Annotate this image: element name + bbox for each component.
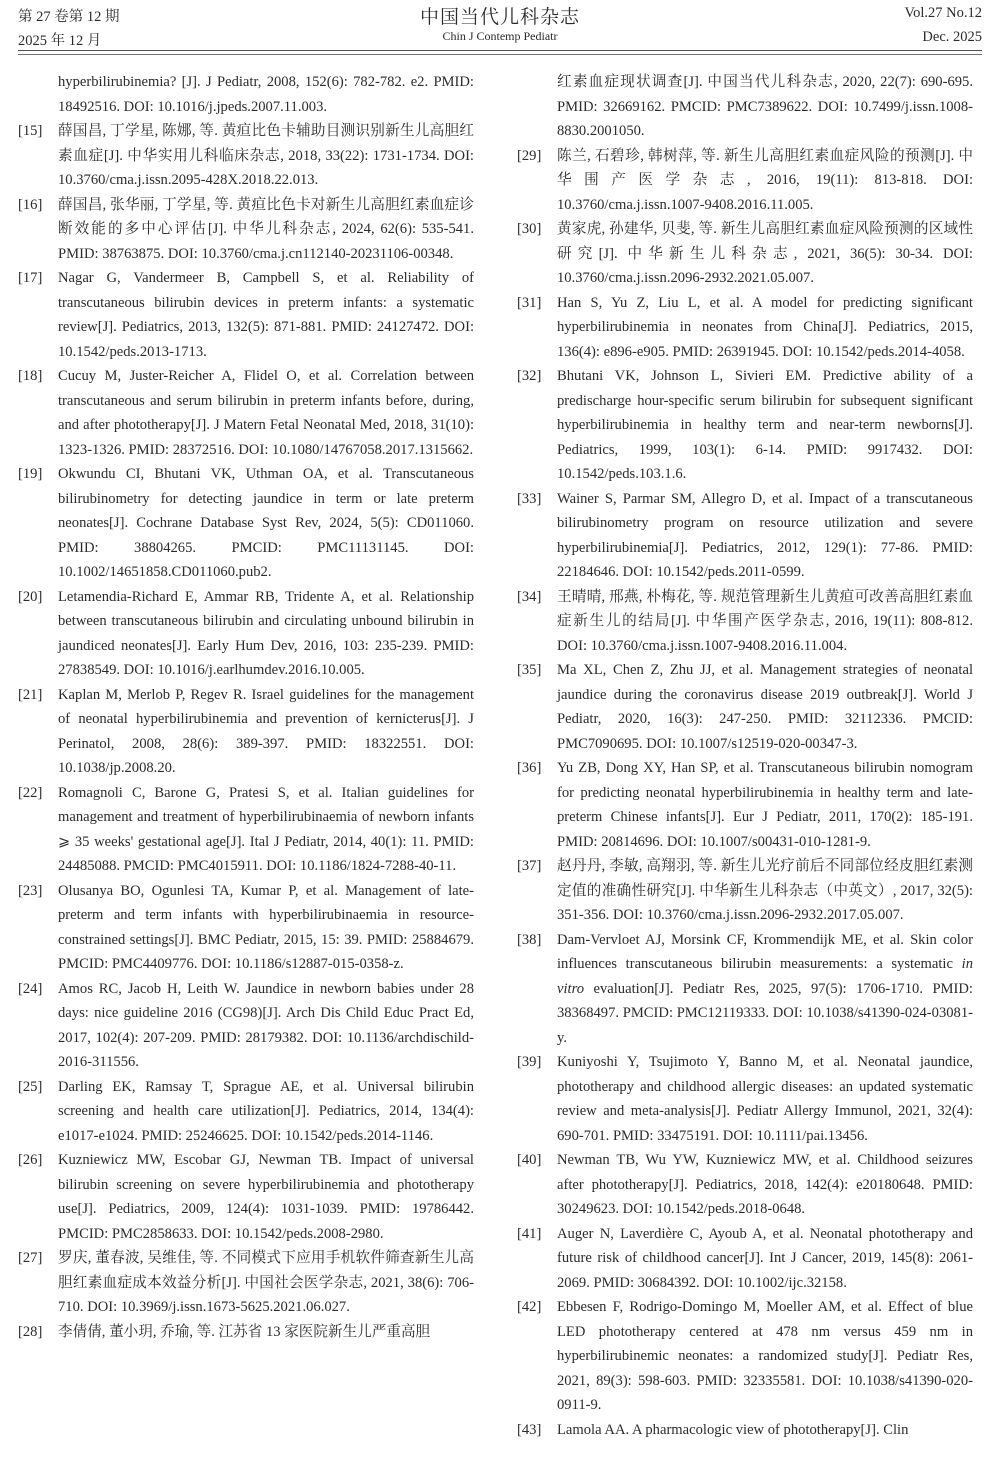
italic-term: in vitro [557, 956, 973, 997]
reference-item [517, 1295, 973, 1418]
reference-number: [42] [517, 1299, 542, 1315]
reference-item [517, 585, 973, 659]
reference-number: [30] [517, 221, 542, 237]
reference-number: [32] [517, 368, 542, 384]
reference-text: 李倩倩, 董小玥, 乔瑜, 等. 江苏省 13 家医院新生儿严重高胆 [58, 1323, 431, 1340]
reference-number: [19] [18, 466, 43, 482]
reference-number: [38] [517, 931, 542, 948]
reference-text: Han S, Yu Z, Liu L, et al. A model for predicting significant hyperbilirubinemia in neonates from China[J]. Pediatrics, 2015, 136(4): e896-e905. PMID: 26391945. DOI: 10.1542/peds.2014-4058. [557, 294, 973, 360]
reference-text: Olusanya BO, Ogunlesi TA, Kumar P, et al. Management of late-preterm and term infants with hyperbilirubinaemia in resource-constrained settings[J]. BMC Pediatr, 2015, 15: 39. PMID: 25884679. PMCID: PMC4409776. DOI: 10.1186/s12887-015-0358-z. [58, 882, 474, 972]
header-rule-top [18, 50, 982, 51]
reference-number: [39] [517, 1054, 542, 1070]
reference-item [18, 683, 474, 781]
reference-text: Bhutani VK, Johnson L, Sivieri EM. Predictive ability of a predischarge hour-specific serum bilirubin for subsequent significant hyperbilirubinemia in healthy term and near-term newborns[J]. Pediatrics, 1999, 103(1): 6-14. PMID: 9917432. DOI: 10.1542/peds.103.1.6. [557, 368, 973, 482]
reference-item [517, 1418, 973, 1443]
reference-column-right [517, 70, 973, 1442]
volume-issue-cn: 第 27 卷第 12 期 [18, 9, 120, 25]
reference-number: [22] [18, 784, 43, 801]
reference-text: Kuzniewicz MW, Escobar GJ, Newman TB. Impact of universal bilirubin screening on severe hyperbilirubinemia and phototherapy use[J]. Pediatrics, 2009, 124(4): 1031-1039. PMID: 19786442. PMCID: PMC2858633. DOI: 10.1542/peds.2008-2980. [58, 1152, 474, 1242]
reference-number: [34] [517, 588, 542, 605]
reference-item [18, 1148, 474, 1246]
volume-issue-en: Vol.27 No.12 [904, 5, 982, 21]
reference-number: [37] [517, 858, 542, 874]
reference-number: [29] [517, 147, 542, 164]
reference-item [18, 193, 474, 267]
reference-item [517, 854, 973, 928]
reference-item [517, 144, 973, 218]
reference-item [18, 1075, 474, 1149]
reference-number: [27] [18, 1250, 43, 1266]
reference-text: Letamendia-Richard E, Ammar RB, Tridente A, et al. Relationship between transcutaneous bilirubin and circulating unbound bilirubin in jaundiced neonates[J]. Early Hum Dev, 2016, 103: 235-239. PMID: 27838549. DOI: 10.1016/j.earlhumdev.2016.10.005. [58, 588, 474, 678]
reference-text: Kaplan M, Merlob P, Regev R. Israel guidelines for the management of neonatal hyperbilirubinemia and prevention of kernicterus[J]. J Perinatol, 2008, 28(6): 389-397. PMID: 18322551. DOI: 10.1038/jp.2008.20. [58, 686, 474, 776]
reference-number: [35] [517, 662, 542, 678]
reference-text: Nagar G, Vandermeer B, Campbell S, et al. Reliability of transcutaneous bilirubin devices in preterm infants: a systematic review[J]. Pediatrics, 2013, 132(5): 871-881. PMID: 24127472. DOI: 10.1542/peds.2013-1713. [58, 270, 474, 360]
reference-item [18, 266, 474, 364]
reference-text: Okwundu CI, Bhutani VK, Uthman OA, et al. Transcutaneous bilirubinometry for detecting jaundice in term or late preterm neonates[J]. Cochrane Database Syst Rev, 2024, 5(5): CD011060. PMID: 38804265. PMCID: PMC11131145. DOI: 10.1002/14651858.CD011060.pub2. [58, 466, 474, 580]
reference-number: [24] [18, 980, 43, 997]
reference-text: 王晴晴, 邢燕, 朴梅花, 等. 规范管理新生儿黄疸可改善高胆红素血症新生儿的结局[J]. 中华围产医学杂志, 2016, 19(11): 808-812. DOI: 10.3760/cma.j.issn.1007-9408.2016.11.004. [557, 588, 973, 654]
reference-text: Yu ZB, Dong XY, Han SP, et al. Transcutaneous bilirubin nomogram for predicting neonatal hyperbilirubinemia in healthy term and late-preterm Chinese infants[J]. Eur J Pediatr, 2011, 170(2): 185-191. PMID: 20814696. DOI: 10.1007/s00431-010-1281-9. [557, 760, 973, 850]
journal-title-cn: 中国当代儿科杂志 [419, 7, 580, 28]
reference-text: 黄家虎, 孙建华, 贝斐, 等. 新生儿高胆红素血症风险预测的区域性研究[J]. 中华新生儿科杂志, 2021, 36(5): 30-34. DOI: 10.3760/cma.j.issn.2096-2932.2021.05.007. [557, 221, 973, 286]
reference-item [517, 364, 973, 487]
reference-text: Cucuy M, Juster-Reicher A, Flidel O, et al. Correlation between transcutaneous and serum bilirubin in preterm infants before, during, and after phototherapy[J]. J Matern Fetal Neonatal Med, 2018, 31(10): 1323-1326. PMID: 28372516. DOI: 10.1080/14767058.2017.1315662. [58, 368, 474, 458]
reference-number: [43] [517, 1421, 542, 1438]
reference-item [517, 1222, 973, 1296]
reference-item [18, 1320, 474, 1345]
reference-number: [18] [18, 368, 43, 384]
reference-number: [16] [18, 196, 43, 213]
reference-text: Lamola AA. A pharmacologic view of phototherapy[J]. Clin [557, 1421, 909, 1438]
reference-item [18, 977, 474, 1075]
reference-item [18, 1246, 474, 1320]
reference-item [18, 119, 474, 193]
reference-item [517, 487, 973, 585]
date-cn: 2025 年 12 月 [18, 33, 102, 49]
reference-number: [26] [18, 1152, 43, 1168]
reference-item [18, 781, 474, 879]
reference-number: [20] [18, 588, 43, 605]
reference-number: [17] [18, 270, 43, 286]
reference-item [517, 217, 973, 291]
reference-text: Ebbesen F, Rodrigo-Domingo M, Moeller AM, et al. Effect of blue LED phototherapy centered at 478 nm versus 459 nm in hyperbilirubinemic neonates: a randomized study[J]. Pediatr Res, 2021, 89(3): 598-603. PMID: 32335581. DOI: 10.1038/s41390-020-0911-9. [557, 1299, 973, 1413]
reference-item [517, 928, 973, 1051]
reference-number: [31] [517, 294, 542, 311]
reference-column-left [18, 70, 474, 1344]
reference-text: Kuniyoshi Y, Tsujimoto Y, Banno M, et al. Neonatal jaundice, phototherapy and childhood allergic diseases: an updated systematic review and meta-analysis[J]. Pediatr Allergy Immunol, 2021, 32(4): 690-701. PMID: 33475191. DOI: 10.1111/pai.13456. [557, 1054, 973, 1144]
reference-item [517, 1050, 973, 1148]
reference-number: [28] [18, 1323, 43, 1340]
reference-text: 赵丹丹, 李敏, 高翔羽, 等. 新生儿光疗前后不同部位经皮胆红素测定值的准确性研究[J]. 中华新生儿科杂志（中英文）, 2017, 32(5): 351-356. DOI: 10.3760/cma.j.issn.2096-2932.2017.05.007. [557, 858, 973, 923]
reference-text: Newman TB, Wu YW, Kuzniewicz MW, et al. Childhood seizures after phototherapy[J]. Pediatrics, 2018, 142(4): e20180648. PMID: 30249623. DOI: 10.1542/peds.2018-0648. [557, 1152, 973, 1217]
reference-text: Auger N, Laverdière C, Ayoub A, et al. Neonatal phototherapy and future risk of childhood cancer[J]. Int J Cancer, 2019, 145(8): 2061-2069. PMID: 30684392. DOI: 10.1002/ijc.32158. [557, 1225, 973, 1291]
reference-text: 罗庆, 董春波, 吴维佳, 等. 不同模式下应用手机软件筛查新生儿高胆红素血症成本效益分析[J]. 中国社会医学杂志, 2021, 38(6): 706-710. DOI: 10.3969/j.issn.1673-5625.2021.06.027. [58, 1250, 474, 1315]
reference-text: Amos RC, Jacob H, Leith W. Jaundice in newborn babies under 28 days: nice guideline 2016 (CG98)[J]. Arch Dis Child Educ Pract Ed, 2017, 102(4): 207-209. PMID: 28179382. DOI: 10.1136/archdischild-2016-311556. [58, 980, 474, 1070]
reference-item [18, 879, 474, 977]
reference-continuation: 红素血症现状调查[J]. 中国当代儿科杂志, 2020, 22(7): 690-695. PMID: 32669162. PMCID: PMC7389622. DOI: 10.7499/j.issn.1008-8830.2001050. [557, 74, 973, 139]
reference-text: Wainer S, Parmar SM, Allegro D, et al. Impact of a transcutaneous bilirubinometry program on resource utilization and severe hyperbilirubinemia[J]. Pediatrics, 2012, 129(1): 77-86. PMID: 22184646. DOI: 10.1542/peds.2011-0599. [557, 490, 973, 580]
reference-item [18, 462, 474, 585]
header-rule-bottom [18, 54, 982, 55]
reference-text: 陈兰, 石碧珍, 韩树萍, 等. 新生儿高胆红素血症风险的预测[J]. 中华围产医学杂志, 2016, 19(11): 813-818. DOI: 10.3760/cma.j.issn.1007-9408.2016.11.005. [557, 147, 973, 213]
reference-number: [41] [517, 1225, 542, 1242]
page-header [18, 0, 982, 52]
reference-item [18, 585, 474, 683]
date-en: Dec. 2025 [922, 29, 982, 45]
reference-number: [36] [517, 760, 542, 776]
reference-item [517, 1148, 973, 1222]
reference-number: [23] [18, 882, 43, 899]
reference-text: Ma XL, Chen Z, Zhu JJ, et al. Management strategies of neonatal jaundice during the coronavirus disease 2019 outbreak[J]. World J Pediatr, 2020, 16(3): 247-250. PMID: 32112336. PMCID: PMC7090695. DOI: 10.1007/s12519-020-00347-3. [557, 662, 973, 752]
reference-item [517, 291, 973, 365]
reference-text: Romagnoli C, Barone G, Pratesi S, et al. Italian guidelines for management and treatment of hyperbilirubinaemia of newborn infants ⩾ 35 weeks' gestational age[J]. Ital J Pediatr, 2014, 40(1): 11. PMID: 24485088. PMCID: PMC4015911. DOI: 10.1186/1824-7288-40-11. [58, 784, 474, 874]
reference-text: Darling EK, Ramsay T, Sprague AE, et al. Universal bilirubin screening and health care utilization[J]. Pediatrics, 2014, 134(4): e1017-e1024. PMID: 25246625. DOI: 10.1542/peds.2014-1146. [58, 1078, 474, 1144]
reference-number: [15] [18, 123, 43, 139]
reference-number: [25] [18, 1078, 43, 1095]
reference-text: Dam-Vervloet AJ, Morsink CF, Krommendijk ME, et al. Skin color influences transcutaneous bilirubin measurements: a systematic in vitro evaluation[J]. Pediatr Res, 2025, 97(5): 1706-1710. PMID: 38368497. PMCID: PMC12119333. DOI: 10.1038/s41390-024-03081-y. [557, 931, 973, 1046]
reference-item [18, 364, 474, 462]
reference-text: 薛国昌, 丁学星, 陈娜, 等. 黄疸比色卡辅助目测识别新生儿高胆红素血症[J]. 中华实用儿科临床杂志, 2018, 33(22): 1731-1734. DOI: 10.3760/cma.j.issn.2095-428X.2018.22.013. [58, 123, 474, 188]
journal-title-en: Chin J Contemp Pediatr [442, 29, 558, 43]
reference-number: [40] [517, 1152, 542, 1168]
reference-continuation: hyperbilirubinemia? [J]. J Pediatr, 2008, 152(6): 782-782. e2. PMID: 18492516. DOI: 10.1016/j.jpeds.2007.11.003. [58, 74, 474, 115]
reference-number: [21] [18, 686, 43, 703]
reference-number: [33] [517, 490, 542, 507]
reference-text: 薛国昌, 张华丽, 丁学星, 等. 黄疸比色卡对新生儿高胆红素血症诊断效能的多中心评估[J]. 中华儿科杂志, 2024, 62(6): 535-541. PMID: 38763875. DOI: 10.3760/cma.j.cn112140-20231106-00348. [58, 196, 474, 262]
reference-item [517, 658, 973, 756]
reference-item [517, 756, 973, 854]
